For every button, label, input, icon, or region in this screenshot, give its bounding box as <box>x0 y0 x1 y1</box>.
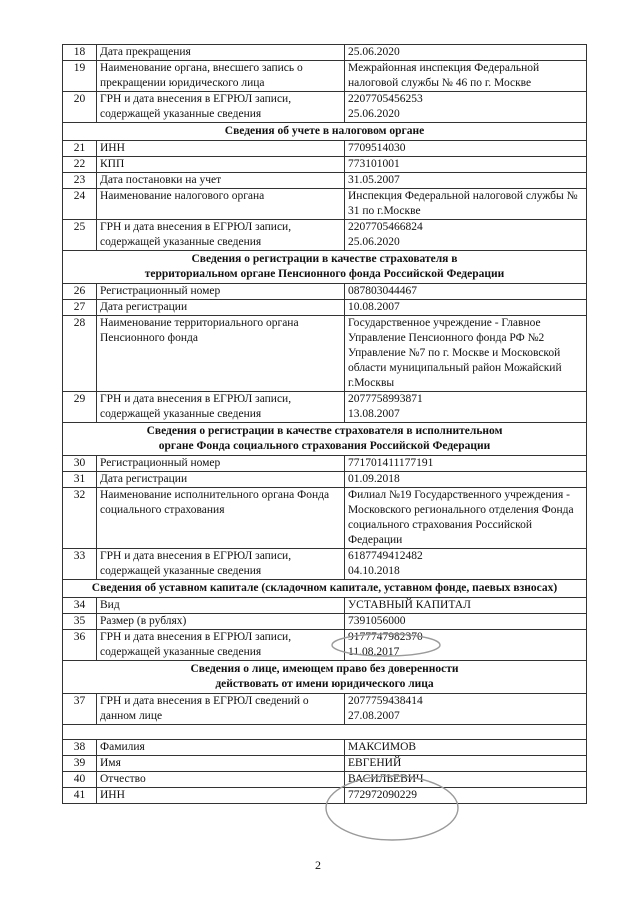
row-value: 6187749412482 04.10.2018 <box>345 549 587 580</box>
table-row <box>63 316 587 392</box>
row-label: Дата регистрации <box>97 300 345 316</box>
row-value: 9177747982370 11.08.2017 <box>345 630 587 661</box>
table-row <box>63 284 587 300</box>
row-label: ГРН и дата внесения в ЕГРЮЛ записи, содержащей указанные сведения <box>97 549 345 580</box>
row-label: Регистрационный номер <box>97 284 345 300</box>
section-header-row <box>63 251 587 284</box>
row-number: 35 <box>63 614 97 630</box>
row-value: 2207705466824 25.06.2020 <box>345 220 587 251</box>
row-number: 24 <box>63 189 97 220</box>
table-row <box>63 740 587 756</box>
row-number: 31 <box>63 472 97 488</box>
registry-table <box>62 44 587 804</box>
registry-table-body <box>63 45 587 804</box>
row-value: 771701411177191 <box>345 456 587 472</box>
row-label: Наименование исполнительного органа Фонда социального страхования <box>97 488 345 549</box>
row-number: 34 <box>63 598 97 614</box>
row-label: ГРН и дата внесения в ЕГРЮЛ сведений о данном лице <box>97 694 345 725</box>
row-number: 37 <box>63 694 97 725</box>
row-number: 19 <box>63 61 97 92</box>
section-header: Сведения о регистрации в качестве страхователя в территориальном органе Пенсионного фонда Российской Федерации <box>63 251 587 284</box>
row-value: 31.05.2007 <box>345 173 587 189</box>
table-row <box>63 788 587 804</box>
row-label: Дата прекращения <box>97 45 345 61</box>
blank-row <box>63 725 587 740</box>
row-number: 30 <box>63 456 97 472</box>
row-number: 29 <box>63 392 97 423</box>
section-header-row <box>63 423 587 456</box>
table-row <box>63 472 587 488</box>
row-label: КПП <box>97 157 345 173</box>
row-value: 10.08.2007 <box>345 300 587 316</box>
table-row <box>63 141 587 157</box>
table-row <box>63 173 587 189</box>
page-number: 2 <box>315 858 321 872</box>
section-header: Сведения о регистрации в качестве страхователя в исполнительном органе Фонда социального страхования Российской Федерации <box>63 423 587 456</box>
row-number: 41 <box>63 788 97 804</box>
row-number: 25 <box>63 220 97 251</box>
row-label: Имя <box>97 756 345 772</box>
section-header-row <box>63 661 587 694</box>
section-header-row <box>63 580 587 598</box>
row-label: Дата постановки на учет <box>97 173 345 189</box>
table-row <box>63 392 587 423</box>
row-number: 40 <box>63 772 97 788</box>
row-number: 39 <box>63 756 97 772</box>
registry-extract-page <box>62 44 586 804</box>
table-row <box>63 614 587 630</box>
table-row <box>63 189 587 220</box>
blank-cell <box>63 725 587 740</box>
row-value: 25.06.2020 <box>345 45 587 61</box>
section-header: Сведения об учете в налоговом органе <box>63 123 587 141</box>
row-label: ГРН и дата внесения в ЕГРЮЛ записи, содержащей указанные сведения <box>97 92 345 123</box>
row-label: Вид <box>97 598 345 614</box>
row-value: МАКСИМОВ <box>345 740 587 756</box>
row-label: Наименование налогового органа <box>97 189 345 220</box>
table-row <box>63 92 587 123</box>
row-label: Наименование органа, внесшего запись о прекращении юридического лица <box>97 61 345 92</box>
row-value: ЕВГЕНИЙ <box>345 756 587 772</box>
row-number: 38 <box>63 740 97 756</box>
table-row <box>63 157 587 173</box>
row-value: Инспекция Федеральной налоговой службы № 31 по г.Москве <box>345 189 587 220</box>
row-value: 773101001 <box>345 157 587 173</box>
row-label: Отчество <box>97 772 345 788</box>
row-number: 36 <box>63 630 97 661</box>
section-header: Сведения о лице, имеющем право без доверенности действовать от имени юридического лица <box>63 661 587 694</box>
table-row <box>63 598 587 614</box>
row-value: 2077758993871 13.08.2007 <box>345 392 587 423</box>
row-value: 2077759438414 27.08.2007 <box>345 694 587 725</box>
row-label: ИНН <box>97 788 345 804</box>
table-row <box>63 61 587 92</box>
table-row <box>63 756 587 772</box>
row-number: 20 <box>63 92 97 123</box>
section-header: Сведения об уставном капитале (складочном капитале, уставном фонде, паевых взносах) <box>63 580 587 598</box>
row-label: Фамилия <box>97 740 345 756</box>
row-value: 772972090229 <box>345 788 587 804</box>
row-value: Филиал №19 Государственного учреждения - Московского регионального отделения Фонда социального страхования Российской Федерации <box>345 488 587 549</box>
row-value: 2207705456253 25.06.2020 <box>345 92 587 123</box>
row-number: 32 <box>63 488 97 549</box>
row-number: 26 <box>63 284 97 300</box>
row-label: ГРН и дата внесения в ЕГРЮЛ записи, содержащей указанные сведения <box>97 220 345 251</box>
table-row <box>63 300 587 316</box>
table-row <box>63 45 587 61</box>
row-value: ВАСИЛЬЕВИЧ <box>345 772 587 788</box>
row-number: 18 <box>63 45 97 61</box>
row-value: 7709514030 <box>345 141 587 157</box>
table-row <box>63 694 587 725</box>
row-value: 7391056000 <box>345 614 587 630</box>
table-row <box>63 772 587 788</box>
row-value: 087803044467 <box>345 284 587 300</box>
row-number: 28 <box>63 316 97 392</box>
row-label: ГРН и дата внесения в ЕГРЮЛ записи, содержащей указанные сведения <box>97 630 345 661</box>
table-row <box>63 630 587 661</box>
section-header-row <box>63 123 587 141</box>
row-number: 22 <box>63 157 97 173</box>
row-label: ГРН и дата внесения в ЕГРЮЛ записи, содержащей указанные сведения <box>97 392 345 423</box>
row-value: Межрайонная инспекция Федеральной налоговой службы № 46 по г. Москве <box>345 61 587 92</box>
row-number: 23 <box>63 173 97 189</box>
row-label: Размер (в рублях) <box>97 614 345 630</box>
table-row <box>63 456 587 472</box>
row-label: Наименование территориального органа Пенсионного фонда <box>97 316 345 392</box>
row-label: Дата регистрации <box>97 472 345 488</box>
row-label: Регистрационный номер <box>97 456 345 472</box>
row-value: Государственное учреждение - Главное Управление Пенсионного фонда РФ №2 Управление №7 по г. Москве и Московской области муниципальный район Можайский г.Москвы <box>345 316 587 392</box>
table-row <box>63 488 587 549</box>
row-number: 33 <box>63 549 97 580</box>
row-label: ИНН <box>97 141 345 157</box>
row-value: 01.09.2018 <box>345 472 587 488</box>
table-row <box>63 220 587 251</box>
row-number: 27 <box>63 300 97 316</box>
row-value: УСТАВНЫЙ КАПИТАЛ <box>345 598 587 614</box>
row-number: 21 <box>63 141 97 157</box>
table-row <box>63 549 587 580</box>
